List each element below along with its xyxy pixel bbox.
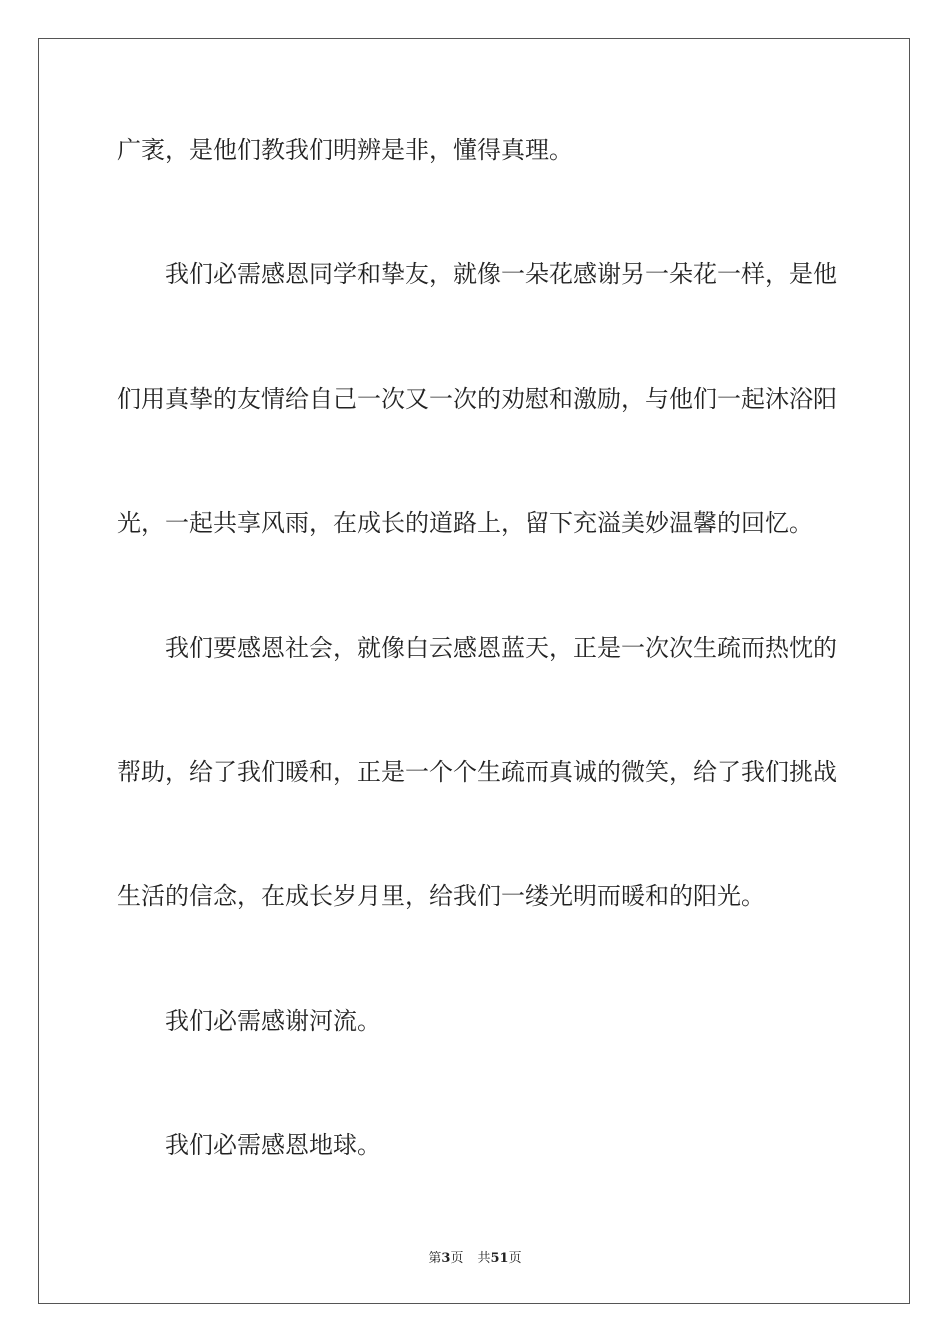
text-line-8: 我们必需感谢河流。: [165, 1007, 381, 1035]
page-number: 3: [441, 1251, 451, 1266]
text-line-3: 们用真挚的友情给自己一次又一次的劝慰和激励，与他们一起沐浴阳: [117, 385, 837, 413]
total-suffix: 页: [508, 1251, 522, 1266]
page-border: [38, 38, 910, 1304]
text-line-9: 我们必需感恩地球。: [165, 1131, 381, 1159]
text-line-6: 帮助，给了我们暖和，正是一个个生疏而真诚的微笑，给了我们挑战: [117, 758, 837, 786]
text-line-4: 光，一起共享风雨，在成长的道路上，留下充溢美妙温馨的回忆。: [117, 509, 813, 537]
total-pages: 51: [490, 1251, 509, 1266]
text-line-1: 广袤，是他们教我们明辨是非，懂得真理。: [117, 136, 573, 164]
page-suffix: 页: [450, 1251, 464, 1266]
total-prefix: 共: [477, 1251, 491, 1266]
page-prefix: 第: [428, 1251, 442, 1266]
text-line-7: 生活的信念，在成长岁月里，给我们一缕光明而暖和的阳光。: [117, 882, 765, 910]
page-footer: [0, 1247, 950, 1266]
text-line-2: 我们必需感恩同学和挚友，就像一朵花感谢另一朵花一样，是他: [165, 260, 837, 288]
text-line-5: 我们要感恩社会，就像白云感恩蓝天，正是一次次生疏而热忱的: [165, 634, 837, 662]
